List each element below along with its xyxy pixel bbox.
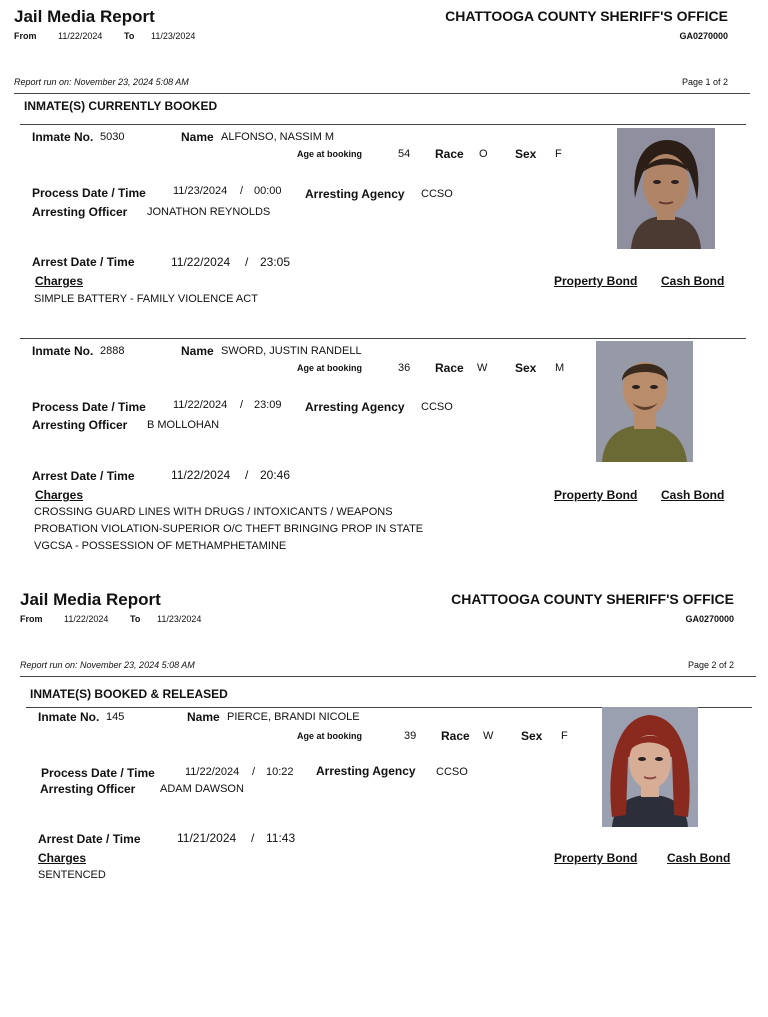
slash: / [240, 185, 244, 197]
name-value: SWORD, JUSTIN RANDELL [221, 345, 362, 357]
arresting-agency-value: CCSO [421, 188, 453, 200]
from-label: From [14, 31, 37, 41]
divider [14, 93, 750, 94]
arresting-officer-label: Arresting Officer [32, 418, 128, 432]
section-title: INMATE(S) CURRENTLY BOOKED [24, 99, 218, 113]
inmate-no-value: 2888 [100, 345, 125, 357]
property-bond-label: Property Bond [554, 488, 638, 502]
from-date: 11/22/2024 [58, 31, 103, 41]
divider [20, 124, 746, 125]
mugshot-image [596, 341, 693, 462]
age-value: 54 [398, 148, 411, 160]
charges-label: Charges [35, 274, 84, 288]
process-date-label: Process Date / Time [41, 766, 155, 780]
page-number: Page 1 of 2 [681, 77, 728, 87]
arresting-officer-label: Arresting Officer [32, 205, 128, 219]
arresting-officer-value: JONATHON REYNOLDS [147, 206, 271, 218]
mugshot-photo [596, 341, 693, 462]
process-time-value: 00:00 [254, 185, 282, 197]
property-bond-label: Property Bond [554, 851, 638, 865]
to-date: 11/23/2024 [151, 31, 196, 41]
charge-line: PROBATION VIOLATION-SUPERIOR O/C THEFT BRINGING PROP IN STATE [34, 523, 424, 535]
arrest-date-value: 11/21/2024 [177, 831, 237, 845]
name-value: PIERCE, BRANDI NICOLE [227, 711, 360, 723]
process-time-value: 23:09 [254, 399, 282, 411]
name-label: Name [187, 710, 220, 724]
arrest-time-value: 23:05 [260, 255, 291, 269]
ori-code: GA0270000 [679, 31, 728, 41]
arresting-agency-value: CCSO [421, 401, 453, 413]
sex-value: M [555, 362, 565, 374]
process-date-value: 11/22/2024 [173, 399, 228, 411]
report-title: Jail Media Report [14, 7, 155, 26]
report-run: Report run on: November 23, 2024 5:08 AM [20, 660, 195, 670]
slash: / [251, 831, 255, 845]
process-date-label: Process Date / Time [32, 186, 146, 200]
arresting-agency-label: Arresting Agency [305, 400, 405, 414]
report-title: Jail Media Report [20, 590, 161, 609]
name-value: ALFONSO, NASSIM M [221, 131, 335, 143]
charge-line: CROSSING GUARD LINES WITH DRUGS / INTOXICANTS / WEAPONS [34, 506, 393, 518]
arresting-officer-value: ADAM DAWSON [160, 783, 244, 795]
race-value: W [483, 730, 494, 742]
age-label: Age at booking [297, 149, 362, 159]
name-label: Name [181, 344, 214, 358]
mugshot-image [617, 128, 715, 249]
page-number: Page 2 of 2 [687, 660, 734, 670]
age-value: 36 [398, 362, 411, 374]
race-label: Race [435, 147, 464, 161]
sex-label: Sex [521, 729, 543, 743]
slash: / [240, 399, 244, 411]
section-title: INMATE(S) BOOKED & RELEASED [30, 687, 228, 701]
age-value: 39 [404, 730, 417, 742]
slash: / [245, 255, 249, 269]
charges-label: Charges [35, 488, 84, 502]
arrest-date-value: 11/22/2024 [171, 255, 231, 269]
arresting-agency-label: Arresting Agency [305, 187, 405, 201]
cash-bond-label: Cash Bond [661, 274, 725, 288]
ori-code: GA0270000 [685, 614, 734, 624]
divider [20, 338, 746, 339]
age-label: Age at booking [297, 731, 362, 741]
report-run: Report run on: November 23, 2024 5:08 AM [14, 77, 189, 87]
process-date-value: 11/23/2024 [173, 185, 228, 197]
sex-value: F [561, 730, 568, 742]
process-date-label: Process Date / Time [32, 400, 146, 414]
agency-name: CHATTOOGA COUNTY SHERIFF'S OFFICE [445, 8, 728, 24]
inmate-no-label: Inmate No. [38, 710, 100, 724]
sex-label: Sex [515, 361, 537, 375]
arresting-officer-value: B MOLLOHAN [147, 419, 220, 431]
slash: / [245, 468, 249, 482]
sex-value: F [555, 148, 562, 160]
arrest-date-value: 11/22/2024 [171, 468, 231, 482]
arrest-time-value: 11:43 [266, 831, 296, 845]
arresting-agency-label: Arresting Agency [316, 764, 416, 778]
arresting-agency-value: CCSO [436, 766, 468, 778]
charges-label: Charges [38, 851, 87, 865]
race-label: Race [441, 729, 470, 743]
to-label: To [130, 614, 141, 624]
cash-bond-label: Cash Bond [667, 851, 731, 865]
property-bond-label: Property Bond [554, 274, 638, 288]
slash: / [252, 766, 256, 778]
mugshot-image [602, 707, 698, 827]
inmate-no-value: 5030 [100, 131, 125, 143]
mugshot-photo [602, 707, 698, 827]
race-label: Race [435, 361, 464, 375]
charge-line: SIMPLE BATTERY - FAMILY VIOLENCE ACT [34, 293, 258, 305]
age-label: Age at booking [297, 363, 362, 373]
race-value: W [477, 362, 488, 374]
sex-label: Sex [515, 147, 537, 161]
arrest-date-label: Arrest Date / Time [32, 255, 135, 269]
from-label: From [20, 614, 43, 624]
inmate-no-value: 145 [106, 711, 125, 723]
name-label: Name [181, 130, 214, 144]
divider [20, 676, 756, 677]
to-date: 11/23/2024 [157, 614, 202, 624]
process-date-value: 11/22/2024 [185, 766, 240, 778]
arrest-date-label: Arrest Date / Time [38, 832, 141, 846]
arresting-officer-label: Arresting Officer [40, 782, 136, 796]
to-label: To [124, 31, 135, 41]
arrest-date-label: Arrest Date / Time [32, 469, 135, 483]
charge-line: VGCSA - POSSESSION OF METHAMPHETAMINE [34, 540, 287, 552]
race-value: O [479, 148, 488, 160]
mugshot-photo [617, 128, 715, 249]
charge-line: SENTENCED [38, 869, 106, 881]
agency-name: CHATTOOGA COUNTY SHERIFF'S OFFICE [451, 591, 734, 607]
arrest-time-value: 20:46 [260, 468, 291, 482]
cash-bond-label: Cash Bond [661, 488, 725, 502]
process-time-value: 10:22 [266, 766, 294, 778]
from-date: 11/22/2024 [64, 614, 109, 624]
inmate-no-label: Inmate No. [32, 344, 94, 358]
inmate-no-label: Inmate No. [32, 130, 94, 144]
